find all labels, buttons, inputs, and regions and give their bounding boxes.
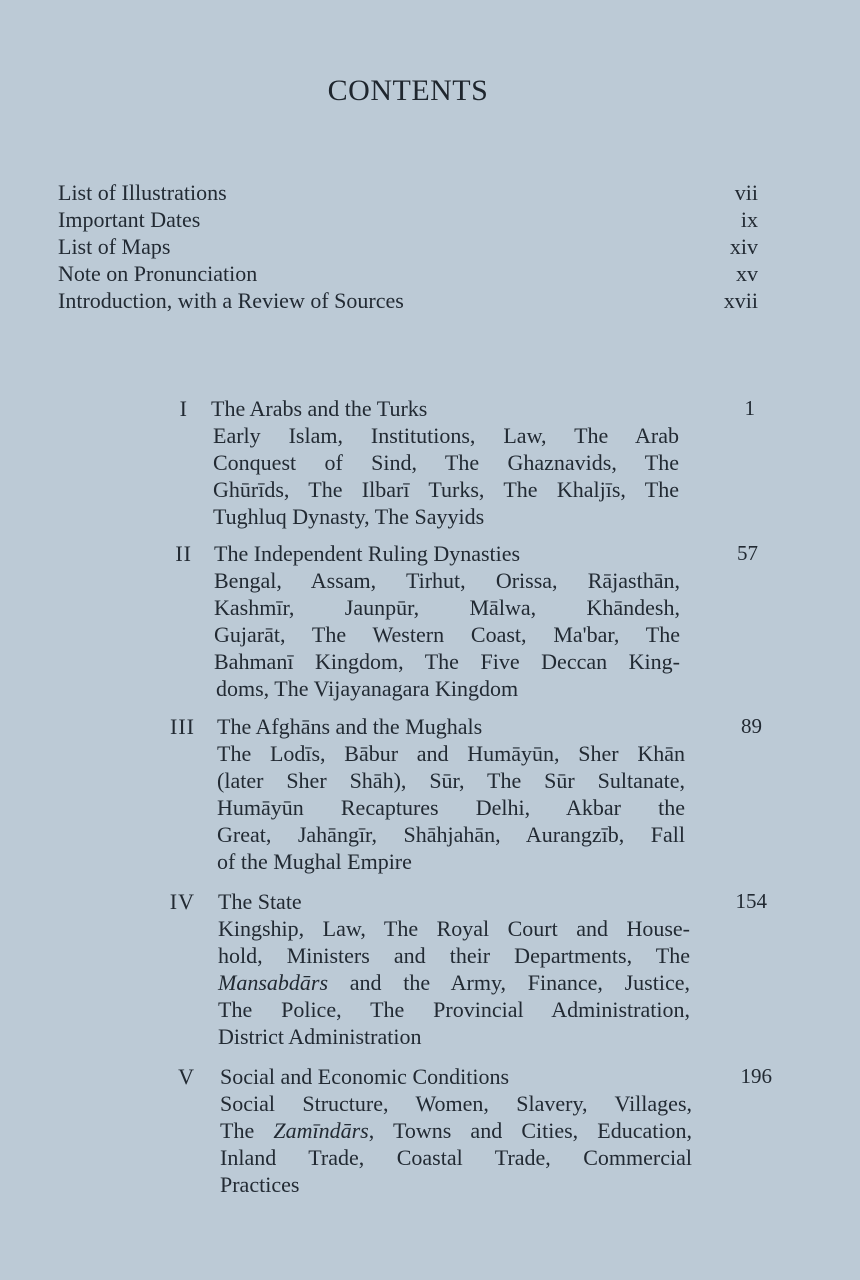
chapter-description — [217, 740, 685, 875]
description-line: doms, The Vijayanagara Kingdom — [216, 676, 519, 701]
description-line: Bahmanī Kingdom, The Five Deccan King- — [214, 649, 680, 674]
description-line: (later Sher Shāh), Sūr, The Sūr Sultanate, — [217, 768, 685, 793]
description-line-rest: , Towns and Cities, Education, — [368, 1118, 693, 1143]
description-line: Social Structure, Women, Slavery, Villages, — [220, 1091, 692, 1116]
front-matter-page: xv — [736, 261, 758, 286]
front-matter-label: Introduction, with a Review of Sources — [58, 288, 404, 313]
description-line — [218, 969, 690, 996]
chapter-title: The Arabs and the Turks — [211, 396, 428, 421]
description-line: Great, Jahāngīr, Shāhjahān, Aurangzīb, Fall — [217, 822, 685, 847]
description-line: District Administration — [218, 1024, 422, 1049]
chapter-number: V — [178, 1064, 195, 1089]
front-matter-item — [58, 233, 758, 260]
page-title: CONTENTS — [327, 74, 489, 107]
description-line: of the Mughal Empire — [217, 849, 412, 874]
description-line: Humāyūn Recaptures Delhi, Akbar the — [217, 795, 685, 820]
description-line: hold, Ministers and their Departments, The — [218, 943, 690, 968]
front-matter-item — [58, 206, 758, 233]
description-line: Inland Trade, Coastal Trade, Commercial — [220, 1145, 692, 1170]
description-line: The Police, The Provincial Administration, — [218, 997, 690, 1022]
chapter-description — [213, 422, 679, 530]
front-matter-item — [58, 260, 758, 287]
chapter-number: III — [170, 714, 195, 739]
chapter-title: The Independent Ruling Dynasties — [214, 541, 521, 566]
front-matter-page: xvii — [723, 288, 758, 313]
front-matter-label: List of Maps — [58, 234, 171, 259]
chapter-description — [214, 567, 680, 702]
description-line — [220, 1117, 692, 1144]
chapter-description — [220, 1090, 692, 1198]
chapter-title: The State — [218, 889, 302, 914]
chapter-page: 154 — [735, 889, 767, 913]
chapter-page: 1 — [744, 396, 755, 420]
description-line: Conquest of Sind, The Ghaznavids, The — [213, 450, 679, 475]
front-matter-label: Note on Pronunciation — [58, 261, 258, 286]
description-line: Tughluq Dynasty, The Sayyids — [213, 504, 485, 529]
description-line: Practices — [220, 1172, 300, 1197]
description-line: Ghūrīds, The Ilbarī Turks, The Khaljīs, The — [213, 477, 679, 502]
front-matter-page: ix — [740, 207, 758, 232]
description-line-start: The — [220, 1118, 274, 1143]
chapter-page: 57 — [737, 541, 758, 565]
front-matter-list — [58, 179, 758, 314]
italic-term: Zamīndārs — [273, 1118, 369, 1143]
front-matter-item — [58, 287, 758, 314]
description-line: The Lodīs, Bābur and Humāyūn, Sher Khān — [217, 741, 685, 766]
italic-term: Mansabdārs — [218, 970, 329, 995]
front-matter-page: xiv — [729, 234, 758, 259]
chapter-title: Social and Economic Conditions — [220, 1064, 510, 1089]
front-matter-page: vii — [734, 180, 758, 205]
description-line: Kingship, Law, The Royal Court and House- — [218, 916, 690, 941]
chapter-number: IV — [169, 889, 195, 914]
chapter-description — [218, 915, 690, 1050]
front-matter-item — [58, 179, 758, 206]
chapter-title: The Afghāns and the Mughals — [217, 714, 483, 739]
chapter-page: 196 — [740, 1064, 772, 1088]
description-line-rest: and the Army, Finance, Justice, — [328, 970, 690, 995]
chapter-number: I — [179, 396, 188, 421]
description-line: Gujarāt, The Western Coast, Ma'bar, The — [214, 622, 680, 647]
chapter-page: 89 — [741, 714, 762, 738]
chapter-number: II — [175, 541, 192, 566]
description-line: Early Islam, Institutions, Law, The Arab — [213, 423, 679, 448]
front-matter-label: List of Illustrations — [58, 180, 227, 205]
front-matter-label: Important Dates — [58, 207, 201, 232]
description-line: Kashmīr, Jaunpūr, Mālwa, Khāndesh, — [214, 595, 680, 620]
description-line: Bengal, Assam, Tirhut, Orissa, Rājasthān, — [214, 568, 680, 593]
